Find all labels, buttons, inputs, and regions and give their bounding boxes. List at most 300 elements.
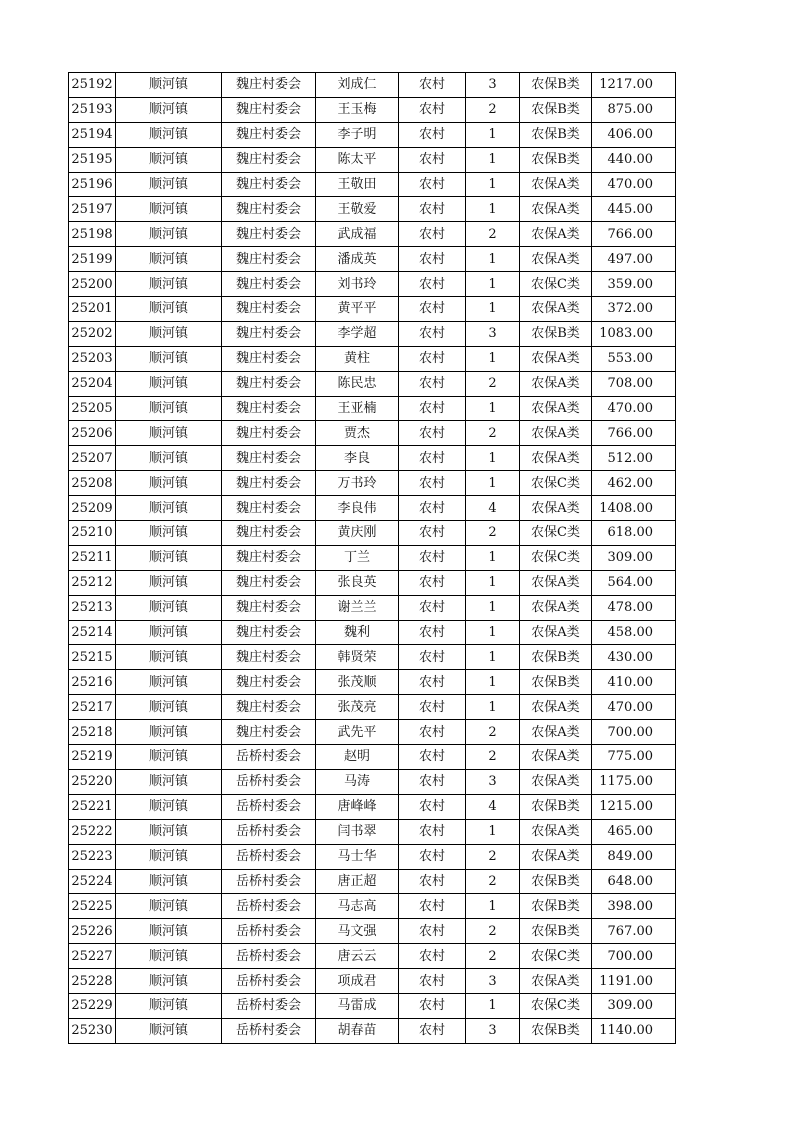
household-type-cell: 农村 (399, 844, 466, 869)
persons-cell: 1 (466, 670, 520, 695)
table-row (69, 545, 676, 570)
persons-cell: 2 (466, 222, 520, 247)
village-committee-cell: 魏庄村委会 (222, 595, 316, 620)
record-id-cell: 25207 (69, 446, 116, 471)
roster-table (68, 72, 676, 1044)
category-cell: 农保B类 (520, 122, 592, 147)
town-cell: 顺河镇 (116, 645, 222, 670)
record-id-cell: 25229 (69, 993, 116, 1018)
record-id-cell: 25192 (69, 73, 116, 98)
record-id-cell: 25198 (69, 222, 116, 247)
name-cell: 武先平 (316, 720, 399, 745)
household-type-cell: 农村 (399, 769, 466, 794)
village-committee-cell: 魏庄村委会 (222, 695, 316, 720)
table-row (69, 471, 676, 496)
amount-cell: 470.00 (592, 396, 676, 421)
town-cell: 顺河镇 (116, 819, 222, 844)
amount-cell: 875.00 (592, 97, 676, 122)
town-cell: 顺河镇 (116, 147, 222, 172)
persons-cell: 3 (466, 1018, 520, 1043)
record-id-cell: 25223 (69, 844, 116, 869)
category-cell: 农保A类 (520, 745, 592, 770)
amount-cell: 458.00 (592, 620, 676, 645)
persons-cell: 1 (466, 247, 520, 272)
category-cell: 农保B类 (520, 321, 592, 346)
category-cell: 农保A类 (520, 595, 592, 620)
category-cell: 农保A类 (520, 222, 592, 247)
village-committee-cell: 魏庄村委会 (222, 147, 316, 172)
persons-cell: 1 (466, 645, 520, 670)
table-row (69, 969, 676, 994)
amount-cell: 440.00 (592, 147, 676, 172)
persons-cell: 2 (466, 844, 520, 869)
category-cell: 农保C类 (520, 545, 592, 570)
town-cell: 顺河镇 (116, 122, 222, 147)
table-row (69, 595, 676, 620)
record-id-cell: 25218 (69, 720, 116, 745)
amount-cell: 618.00 (592, 521, 676, 546)
amount-cell: 406.00 (592, 122, 676, 147)
village-committee-cell: 魏庄村委会 (222, 570, 316, 595)
amount-cell: 564.00 (592, 570, 676, 595)
village-committee-cell: 魏庄村委会 (222, 521, 316, 546)
record-id-cell: 25193 (69, 97, 116, 122)
record-id-cell: 25212 (69, 570, 116, 595)
persons-cell: 1 (466, 122, 520, 147)
category-cell: 农保A类 (520, 446, 592, 471)
amount-cell: 470.00 (592, 172, 676, 197)
record-id-cell: 25225 (69, 894, 116, 919)
persons-cell: 1 (466, 695, 520, 720)
record-id-cell: 25216 (69, 670, 116, 695)
household-type-cell: 农村 (399, 222, 466, 247)
household-type-cell: 农村 (399, 919, 466, 944)
town-cell: 顺河镇 (116, 97, 222, 122)
table-row (69, 670, 676, 695)
category-cell: 农保B类 (520, 1018, 592, 1043)
household-type-cell: 农村 (399, 346, 466, 371)
amount-cell: 470.00 (592, 695, 676, 720)
table-row (69, 993, 676, 1018)
town-cell: 顺河镇 (116, 695, 222, 720)
town-cell: 顺河镇 (116, 197, 222, 222)
amount-cell: 1191.00 (592, 969, 676, 994)
amount-cell: 372.00 (592, 297, 676, 322)
name-cell: 万书玲 (316, 471, 399, 496)
table-row (69, 944, 676, 969)
amount-cell: 648.00 (592, 869, 676, 894)
table-row (69, 346, 676, 371)
town-cell: 顺河镇 (116, 969, 222, 994)
name-cell: 谢兰兰 (316, 595, 399, 620)
category-cell: 农保A类 (520, 346, 592, 371)
persons-cell: 1 (466, 197, 520, 222)
name-cell: 武成福 (316, 222, 399, 247)
persons-cell: 1 (466, 147, 520, 172)
town-cell: 顺河镇 (116, 321, 222, 346)
amount-cell: 445.00 (592, 197, 676, 222)
persons-cell: 2 (466, 720, 520, 745)
household-type-cell: 农村 (399, 421, 466, 446)
amount-cell: 708.00 (592, 371, 676, 396)
household-type-cell: 农村 (399, 620, 466, 645)
table-row (69, 894, 676, 919)
household-type-cell: 农村 (399, 745, 466, 770)
record-id-cell: 25214 (69, 620, 116, 645)
town-cell: 顺河镇 (116, 720, 222, 745)
village-committee-cell: 魏庄村委会 (222, 720, 316, 745)
household-type-cell: 农村 (399, 446, 466, 471)
category-cell: 农保A类 (520, 769, 592, 794)
town-cell: 顺河镇 (116, 1018, 222, 1043)
persons-cell: 1 (466, 172, 520, 197)
household-type-cell: 农村 (399, 172, 466, 197)
table-row (69, 446, 676, 471)
household-type-cell: 农村 (399, 545, 466, 570)
table-row (69, 844, 676, 869)
record-id-cell: 25203 (69, 346, 116, 371)
village-committee-cell: 岳桥村委会 (222, 944, 316, 969)
town-cell: 顺河镇 (116, 769, 222, 794)
household-type-cell: 农村 (399, 97, 466, 122)
table-row (69, 396, 676, 421)
amount-cell: 1140.00 (592, 1018, 676, 1043)
village-committee-cell: 魏庄村委会 (222, 172, 316, 197)
category-cell: 农保A类 (520, 695, 592, 720)
village-committee-cell: 魏庄村委会 (222, 670, 316, 695)
amount-cell: 512.00 (592, 446, 676, 471)
village-committee-cell: 魏庄村委会 (222, 371, 316, 396)
town-cell: 顺河镇 (116, 247, 222, 272)
persons-cell: 1 (466, 894, 520, 919)
village-committee-cell: 魏庄村委会 (222, 421, 316, 446)
record-id-cell: 25208 (69, 471, 116, 496)
name-cell: 王敬爱 (316, 197, 399, 222)
household-type-cell: 农村 (399, 73, 466, 98)
amount-cell: 700.00 (592, 720, 676, 745)
category-cell: 农保A类 (520, 172, 592, 197)
persons-cell: 1 (466, 570, 520, 595)
name-cell: 李良伟 (316, 496, 399, 521)
village-committee-cell: 岳桥村委会 (222, 745, 316, 770)
household-type-cell: 农村 (399, 794, 466, 819)
table-row (69, 496, 676, 521)
record-id-cell: 25221 (69, 794, 116, 819)
village-committee-cell: 魏庄村委会 (222, 247, 316, 272)
village-committee-cell: 岳桥村委会 (222, 844, 316, 869)
household-type-cell: 农村 (399, 471, 466, 496)
household-type-cell: 农村 (399, 944, 466, 969)
persons-cell: 1 (466, 272, 520, 297)
town-cell: 顺河镇 (116, 894, 222, 919)
village-committee-cell: 岳桥村委会 (222, 894, 316, 919)
persons-cell: 1 (466, 396, 520, 421)
amount-cell: 1217.00 (592, 73, 676, 98)
table-row (69, 521, 676, 546)
table-row (69, 73, 676, 98)
persons-cell: 2 (466, 869, 520, 894)
amount-cell: 767.00 (592, 919, 676, 944)
amount-cell: 775.00 (592, 745, 676, 770)
table-row (69, 645, 676, 670)
village-committee-cell: 魏庄村委会 (222, 321, 316, 346)
amount-cell: 430.00 (592, 645, 676, 670)
amount-cell: 478.00 (592, 595, 676, 620)
persons-cell: 2 (466, 371, 520, 396)
record-id-cell: 25230 (69, 1018, 116, 1043)
persons-cell: 1 (466, 620, 520, 645)
name-cell: 闫书翠 (316, 819, 399, 844)
record-id-cell: 25201 (69, 297, 116, 322)
name-cell: 胡春苗 (316, 1018, 399, 1043)
persons-cell: 2 (466, 745, 520, 770)
persons-cell: 3 (466, 73, 520, 98)
table-row (69, 371, 676, 396)
name-cell: 张良英 (316, 570, 399, 595)
name-cell: 贾杰 (316, 421, 399, 446)
town-cell: 顺河镇 (116, 272, 222, 297)
persons-cell: 1 (466, 819, 520, 844)
amount-cell: 766.00 (592, 421, 676, 446)
persons-cell: 3 (466, 321, 520, 346)
household-type-cell: 农村 (399, 297, 466, 322)
village-committee-cell: 魏庄村委会 (222, 496, 316, 521)
persons-cell: 2 (466, 944, 520, 969)
record-id-cell: 25210 (69, 521, 116, 546)
village-committee-cell: 魏庄村委会 (222, 122, 316, 147)
amount-cell: 309.00 (592, 545, 676, 570)
name-cell: 张茂顺 (316, 670, 399, 695)
household-type-cell: 农村 (399, 645, 466, 670)
amount-cell: 1083.00 (592, 321, 676, 346)
table-row (69, 97, 676, 122)
category-cell: 农保C类 (520, 521, 592, 546)
persons-cell: 1 (466, 595, 520, 620)
table-row (69, 869, 676, 894)
household-type-cell: 农村 (399, 122, 466, 147)
category-cell: 农保A类 (520, 844, 592, 869)
village-committee-cell: 魏庄村委会 (222, 222, 316, 247)
village-committee-cell: 魏庄村委会 (222, 197, 316, 222)
town-cell: 顺河镇 (116, 346, 222, 371)
name-cell: 刘书玲 (316, 272, 399, 297)
name-cell: 魏利 (316, 620, 399, 645)
name-cell: 李良 (316, 446, 399, 471)
name-cell: 李学超 (316, 321, 399, 346)
amount-cell: 465.00 (592, 819, 676, 844)
category-cell: 农保B类 (520, 97, 592, 122)
category-cell: 农保B类 (520, 147, 592, 172)
record-id-cell: 25211 (69, 545, 116, 570)
record-id-cell: 25195 (69, 147, 116, 172)
table-row (69, 247, 676, 272)
record-id-cell: 25194 (69, 122, 116, 147)
category-cell: 农保C类 (520, 944, 592, 969)
record-id-cell: 25205 (69, 396, 116, 421)
town-cell: 顺河镇 (116, 446, 222, 471)
persons-cell: 2 (466, 919, 520, 944)
record-id-cell: 25226 (69, 919, 116, 944)
town-cell: 顺河镇 (116, 521, 222, 546)
persons-cell: 1 (466, 297, 520, 322)
village-committee-cell: 魏庄村委会 (222, 446, 316, 471)
persons-cell: 3 (466, 769, 520, 794)
name-cell: 项成君 (316, 969, 399, 994)
record-id-cell: 25204 (69, 371, 116, 396)
category-cell: 农保A类 (520, 819, 592, 844)
table-row (69, 197, 676, 222)
household-type-cell: 农村 (399, 969, 466, 994)
table-row (69, 222, 676, 247)
name-cell: 王玉梅 (316, 97, 399, 122)
amount-cell: 462.00 (592, 471, 676, 496)
town-cell: 顺河镇 (116, 471, 222, 496)
table-row (69, 297, 676, 322)
category-cell: 农保B类 (520, 794, 592, 819)
name-cell: 马志高 (316, 894, 399, 919)
household-type-cell: 农村 (399, 371, 466, 396)
household-type-cell: 农村 (399, 819, 466, 844)
table-row (69, 620, 676, 645)
household-type-cell: 农村 (399, 272, 466, 297)
town-cell: 顺河镇 (116, 670, 222, 695)
record-id-cell: 25202 (69, 321, 116, 346)
table-row (69, 172, 676, 197)
village-committee-cell: 魏庄村委会 (222, 97, 316, 122)
name-cell: 王亚楠 (316, 396, 399, 421)
table-row (69, 321, 676, 346)
category-cell: 农保A类 (520, 371, 592, 396)
town-cell: 顺河镇 (116, 919, 222, 944)
household-type-cell: 农村 (399, 396, 466, 421)
village-committee-cell: 魏庄村委会 (222, 620, 316, 645)
amount-cell: 359.00 (592, 272, 676, 297)
record-id-cell: 25213 (69, 595, 116, 620)
name-cell: 马文强 (316, 919, 399, 944)
record-id-cell: 25220 (69, 769, 116, 794)
name-cell: 马士华 (316, 844, 399, 869)
amount-cell: 553.00 (592, 346, 676, 371)
amount-cell: 700.00 (592, 944, 676, 969)
table-row (69, 272, 676, 297)
record-id-cell: 25197 (69, 197, 116, 222)
amount-cell: 849.00 (592, 844, 676, 869)
persons-cell: 2 (466, 97, 520, 122)
household-type-cell: 农村 (399, 570, 466, 595)
town-cell: 顺河镇 (116, 396, 222, 421)
household-type-cell: 农村 (399, 695, 466, 720)
table-row (69, 1018, 676, 1043)
town-cell: 顺河镇 (116, 595, 222, 620)
category-cell: 农保A类 (520, 247, 592, 272)
village-committee-cell: 魏庄村委会 (222, 645, 316, 670)
category-cell: 农保C类 (520, 993, 592, 1018)
village-committee-cell: 魏庄村委会 (222, 396, 316, 421)
record-id-cell: 25206 (69, 421, 116, 446)
town-cell: 顺河镇 (116, 73, 222, 98)
name-cell: 刘成仁 (316, 73, 399, 98)
town-cell: 顺河镇 (116, 993, 222, 1018)
record-id-cell: 25215 (69, 645, 116, 670)
town-cell: 顺河镇 (116, 496, 222, 521)
persons-cell: 1 (466, 545, 520, 570)
amount-cell: 1408.00 (592, 496, 676, 521)
household-type-cell: 农村 (399, 197, 466, 222)
name-cell: 黄庆刚 (316, 521, 399, 546)
persons-cell: 1 (466, 346, 520, 371)
household-type-cell: 农村 (399, 993, 466, 1018)
town-cell: 顺河镇 (116, 545, 222, 570)
table-row (69, 147, 676, 172)
household-type-cell: 农村 (399, 1018, 466, 1043)
category-cell: 农保C类 (520, 272, 592, 297)
town-cell: 顺河镇 (116, 371, 222, 396)
persons-cell: 1 (466, 993, 520, 1018)
table-row (69, 745, 676, 770)
household-type-cell: 农村 (399, 521, 466, 546)
name-cell: 马雷成 (316, 993, 399, 1018)
name-cell: 唐峰峰 (316, 794, 399, 819)
household-type-cell: 农村 (399, 894, 466, 919)
name-cell: 黄柱 (316, 346, 399, 371)
village-committee-cell: 岳桥村委会 (222, 919, 316, 944)
town-cell: 顺河镇 (116, 421, 222, 446)
name-cell: 张茂亮 (316, 695, 399, 720)
category-cell: 农保A类 (520, 421, 592, 446)
name-cell: 韩贤荣 (316, 645, 399, 670)
town-cell: 顺河镇 (116, 794, 222, 819)
record-id-cell: 25199 (69, 247, 116, 272)
town-cell: 顺河镇 (116, 620, 222, 645)
table-row (69, 794, 676, 819)
amount-cell: 1215.00 (592, 794, 676, 819)
town-cell: 顺河镇 (116, 222, 222, 247)
table-row (69, 570, 676, 595)
category-cell: 农保A类 (520, 297, 592, 322)
amount-cell: 766.00 (592, 222, 676, 247)
town-cell: 顺河镇 (116, 172, 222, 197)
persons-cell: 2 (466, 521, 520, 546)
category-cell: 农保A类 (520, 620, 592, 645)
amount-cell: 410.00 (592, 670, 676, 695)
name-cell: 黄平平 (316, 297, 399, 322)
category-cell: 农保A类 (520, 969, 592, 994)
amount-cell: 497.00 (592, 247, 676, 272)
record-id-cell: 25209 (69, 496, 116, 521)
table-row (69, 919, 676, 944)
name-cell: 马涛 (316, 769, 399, 794)
table-row (69, 720, 676, 745)
village-committee-cell: 魏庄村委会 (222, 471, 316, 496)
persons-cell: 3 (466, 969, 520, 994)
name-cell: 丁兰 (316, 545, 399, 570)
household-type-cell: 农村 (399, 869, 466, 894)
town-cell: 顺河镇 (116, 570, 222, 595)
table-row (69, 769, 676, 794)
table-row (69, 819, 676, 844)
category-cell: 农保B类 (520, 645, 592, 670)
record-id-cell: 25224 (69, 869, 116, 894)
category-cell: 农保A类 (520, 720, 592, 745)
town-cell: 顺河镇 (116, 745, 222, 770)
household-type-cell: 农村 (399, 670, 466, 695)
town-cell: 顺河镇 (116, 297, 222, 322)
table-row (69, 421, 676, 446)
town-cell: 顺河镇 (116, 944, 222, 969)
persons-cell: 2 (466, 421, 520, 446)
persons-cell: 4 (466, 794, 520, 819)
table-row (69, 695, 676, 720)
